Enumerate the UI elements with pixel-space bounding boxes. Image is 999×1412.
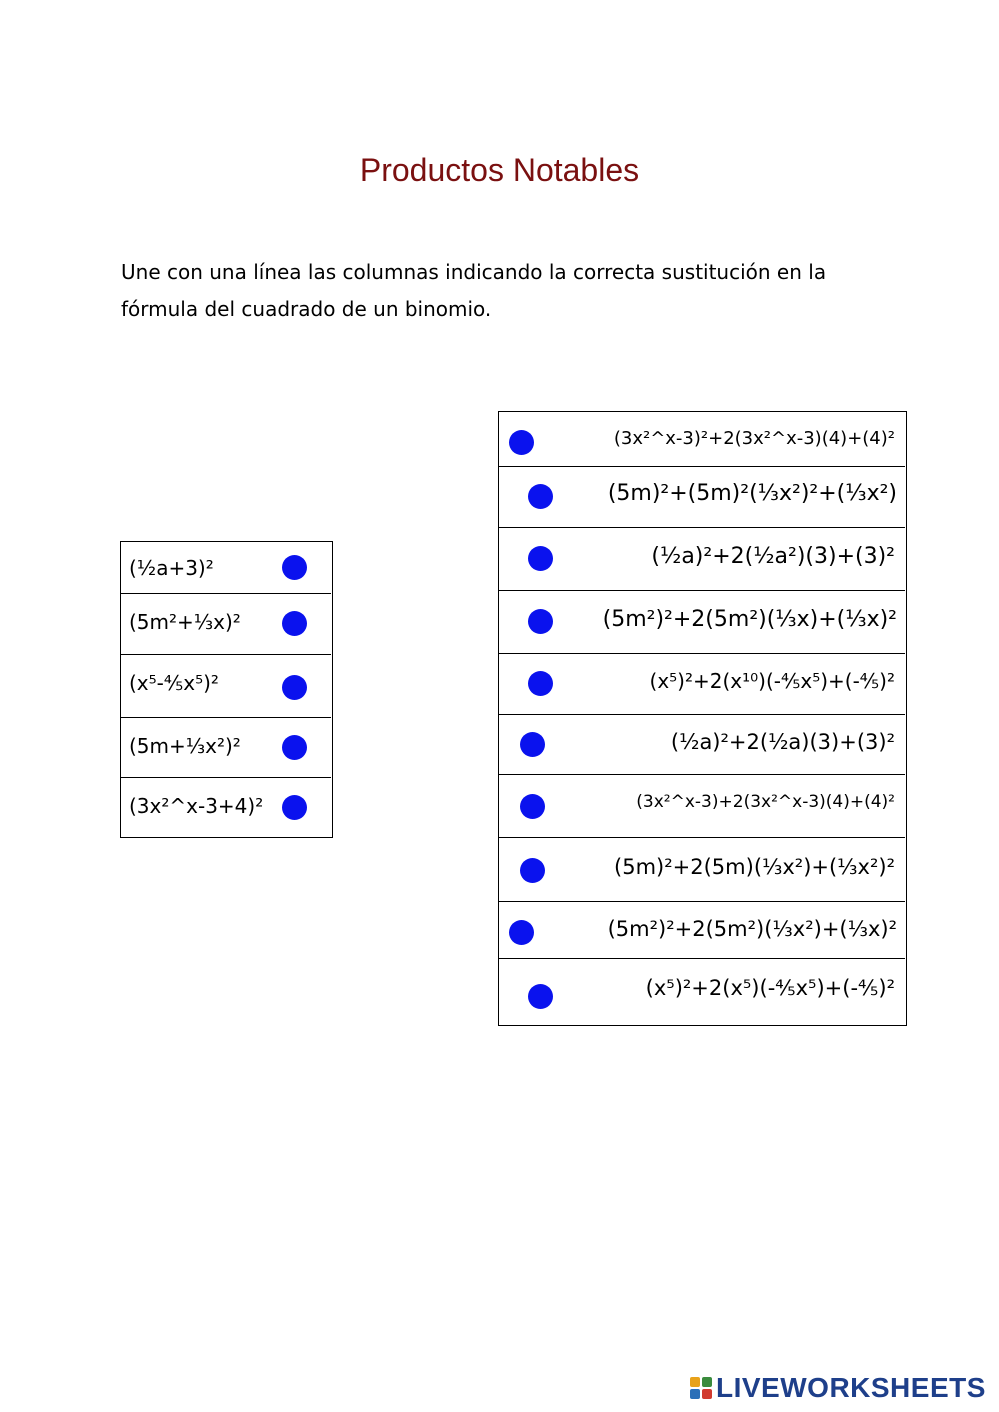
right-expression: (x⁵)²+2(x⁵)(-⅘x⁵)+(-⅘)²: [645, 976, 895, 1000]
right-expression: (3x²^x-3)²+2(3x²^x-3)(4)+(4)²: [613, 428, 895, 449]
match-dot[interactable]: [528, 484, 553, 509]
match-dot[interactable]: [282, 795, 307, 820]
right-expression: (½a)²+2(½a²)(3)+(3)²: [651, 544, 895, 569]
instructions: Une con una línea las columnas indicando la correcta sustitución en la fórmula del cuadrado de un binomio.: [121, 260, 827, 321]
left-expression: (x⁵-⅘x⁵)²: [129, 671, 219, 695]
match-dot[interactable]: [520, 732, 545, 757]
match-dot[interactable]: [509, 430, 534, 455]
right-expression: (3x²^x-3)+2(3x²^x-3)(4)+(4)²: [636, 792, 895, 812]
left-expression: (5m+⅓x²)²: [129, 734, 241, 758]
left-row-3: [121, 654, 331, 717]
left-expression: (5m²+⅓x)²: [129, 610, 241, 634]
right-row-3: [499, 527, 905, 590]
match-dot[interactable]: [282, 555, 307, 580]
right-expression: (5m²)²+2(5m²)(⅓x²)+(⅓x)²: [607, 917, 897, 941]
right-row-8: [499, 837, 905, 901]
left-row-2: [121, 593, 331, 654]
left-expression: (½a+3)²: [129, 556, 214, 580]
right-row-1: [499, 412, 905, 466]
left-row-1: [121, 542, 331, 593]
right-column-table: [498, 411, 907, 1026]
match-dot[interactable]: [528, 609, 553, 634]
right-row-10: [499, 958, 905, 1024]
match-dot[interactable]: [520, 858, 545, 883]
match-dot[interactable]: [282, 735, 307, 760]
right-expression: (5m²)²+2(5m²)(⅓x)+(⅓x)²: [602, 607, 897, 632]
right-expression: (5m)²+2(5m)(⅓x²)+(⅓x²)²: [614, 855, 895, 879]
logo-text: LIVEWORKSHEETS: [716, 1372, 986, 1403]
right-row-9: [499, 901, 905, 958]
match-dot[interactable]: [509, 920, 534, 945]
right-row-7: [499, 774, 905, 837]
match-dot[interactable]: [528, 546, 553, 571]
right-expression: (½a)²+2(½a)(3)+(3)²: [670, 730, 895, 754]
right-row-2: [499, 466, 905, 527]
liveworksheets-logo: [690, 1372, 986, 1404]
logo-mark-icon: [690, 1377, 712, 1399]
right-row-4: [499, 590, 905, 653]
match-dot[interactable]: [282, 611, 307, 636]
right-row-5: [499, 653, 905, 714]
match-dot[interactable]: [282, 675, 307, 700]
page-title: Productos Notables: [359, 152, 640, 188]
left-expression: (3x²^x-3+4)²: [129, 794, 264, 818]
left-row-4: [121, 717, 331, 777]
match-dot[interactable]: [528, 671, 553, 696]
left-column-table: [120, 541, 333, 838]
right-expression: (x⁵)²+2(x¹⁰)(-⅘x⁵)+(-⅘)²: [649, 669, 895, 693]
left-row-5: [121, 777, 331, 836]
right-row-6: [499, 714, 905, 774]
match-dot[interactable]: [528, 984, 553, 1009]
right-expression: (5m)²+(5m)²(⅓x²)²+(⅓x²): [607, 481, 897, 506]
match-dot[interactable]: [520, 794, 545, 819]
